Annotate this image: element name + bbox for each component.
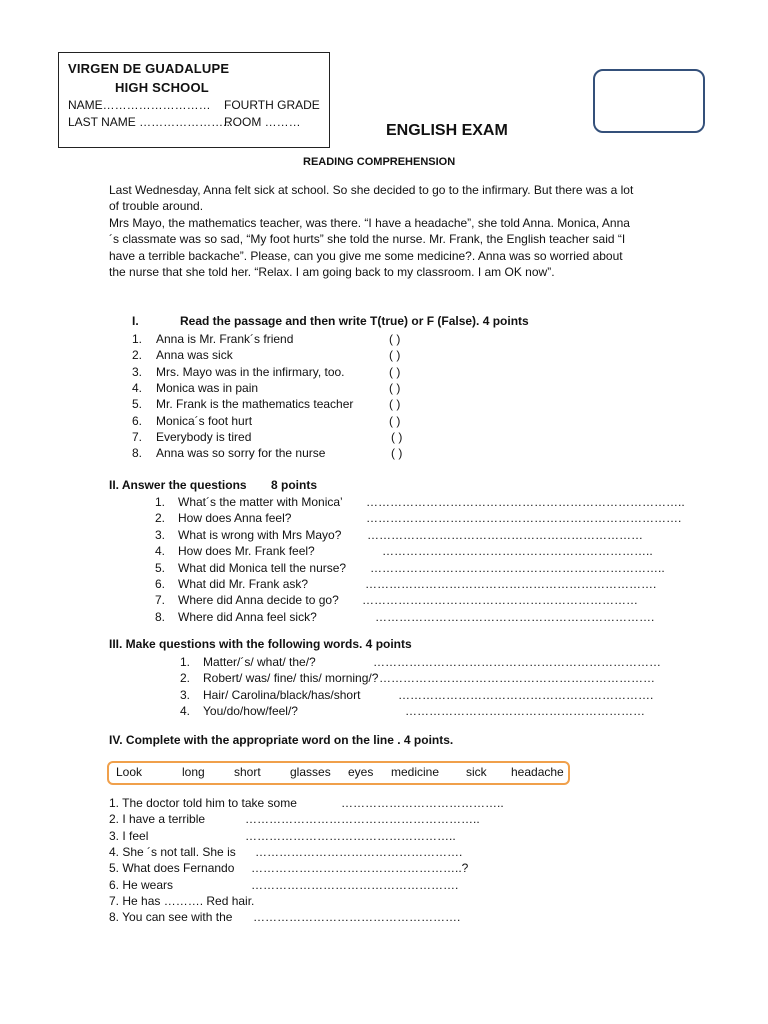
part1-instruction: Read the passage and then write T(true) or F (False). 4 points <box>180 314 529 328</box>
fill-in-line[interactable]: ……………………………………………. <box>253 910 461 925</box>
part2-heading: II. Answer the questions <box>109 478 247 492</box>
make-question-number: 1. <box>180 655 191 669</box>
tf-answer-blank[interactable]: ( ) <box>389 348 401 363</box>
answer-line[interactable]: …………………………………………………… <box>405 704 645 719</box>
question-number: 8. <box>155 609 166 624</box>
school-name-line1: VIRGEN DE GUADALUPE <box>68 61 230 76</box>
answer-line[interactable]: …………………………………………………………… <box>379 671 655 686</box>
question-number: 3. <box>155 527 166 542</box>
tf-item-number: 8. <box>132 446 143 461</box>
sentence-text: 6. He wears <box>109 877 174 892</box>
answer-line[interactable]: ……………………………………………………………. <box>375 609 655 624</box>
tf-item-statement: Mrs. Mayo was in the infirmary, too. <box>156 364 345 379</box>
sentence-text: 4. She ´s not tall. She is <box>109 844 236 859</box>
question-number: 1. <box>155 495 166 509</box>
make-question-words: Robert/ was/ fine/ this/ morning/? <box>203 671 379 686</box>
score-box <box>593 69 705 133</box>
tf-item-number: 7. <box>132 429 143 444</box>
word-bank-word: eyes <box>348 765 374 779</box>
question-text: Where did Anna feel sick? <box>178 609 317 624</box>
make-question-number: 2. <box>180 671 191 686</box>
fill-in-line[interactable]: ………………………………….. <box>341 796 504 810</box>
fill-in-line[interactable]: ……………………………………………..? <box>251 861 469 876</box>
sentence-text: 3. I feel <box>109 828 149 843</box>
question-number: 7. <box>155 593 166 608</box>
sentence-text: 7. He has ………. Red hair. <box>109 893 255 908</box>
sentence-text: 2. I have a terrible <box>109 812 206 827</box>
word-bank-word: medicine <box>391 765 440 779</box>
word-bank-word: short <box>234 765 261 779</box>
section-heading: READING COMPREHENSION <box>303 156 456 168</box>
part3-heading: III. Make questions with the following words. 4 points <box>109 637 412 651</box>
word-bank-word: Look <box>116 765 143 779</box>
tf-item-statement: Anna is Mr. Frank´s friend <box>156 332 294 346</box>
word-bank-word: long <box>182 765 205 779</box>
tf-answer-blank[interactable]: ( ) <box>391 446 403 461</box>
answer-line[interactable]: ………………………………………………………….. <box>382 544 653 559</box>
word-bank-box <box>107 761 570 785</box>
answer-line[interactable]: ……………………………………………………………… <box>373 655 661 669</box>
sentence-text: 1. The doctor told him to take some <box>109 796 297 810</box>
tf-item-statement: Everybody is tired <box>156 429 252 444</box>
passage-paragraph-1: Last Wednesday, Anna felt sick at school. So she decided to go to the infirmary. But there was a lot of trouble around. <box>109 183 634 214</box>
tf-item-statement: Monica was in pain <box>156 380 259 395</box>
answer-line[interactable]: ………………………………………………………………. <box>365 577 657 591</box>
tf-answer-blank[interactable]: ( ) <box>389 397 401 412</box>
tf-answer-blank[interactable]: ( ) <box>389 380 401 395</box>
make-question-number: 4. <box>180 704 191 719</box>
question-number: 6. <box>155 577 166 591</box>
tf-item-statement: Mr. Frank is the mathematics teacher <box>156 397 354 412</box>
question-number: 2. <box>155 511 166 526</box>
question-text: How does Anna feel? <box>178 511 292 526</box>
word-bank-word: glasses <box>290 765 331 779</box>
part4-heading: IV. Complete with the appropriate word on the line . 4 points. <box>109 733 454 747</box>
answer-line[interactable]: ………………………………………………………. <box>398 687 654 702</box>
school-name-line2: HIGH SCHOOL <box>115 80 209 95</box>
room-field-label[interactable]: ROOM ……… <box>224 115 301 129</box>
tf-answer-blank[interactable]: ( ) <box>389 332 401 346</box>
reading-passage <box>109 182 639 280</box>
tf-item-number: 1. <box>132 332 143 346</box>
tf-item-number: 2. <box>132 348 143 363</box>
tf-item-statement: Anna was so sorry for the nurse <box>156 446 326 461</box>
tf-item-number: 4. <box>132 380 143 395</box>
last-name-field-label[interactable]: LAST NAME ………………….. <box>68 115 230 129</box>
tf-answer-blank[interactable]: ( ) <box>389 364 401 379</box>
answer-line[interactable]: …………………………………………………………………….. <box>366 495 685 509</box>
fill-in-line[interactable]: …………………………………………….. <box>245 828 456 843</box>
word-bank-word: sick <box>466 765 487 779</box>
answer-line[interactable]: …………………………………………………………… <box>362 593 638 608</box>
tf-answer-blank[interactable]: ( ) <box>389 413 401 428</box>
name-field-label[interactable]: NAME……………………… <box>68 98 211 112</box>
answer-line[interactable]: …………………………………………………………… <box>367 527 643 542</box>
question-text: What did Monica tell the nurse? <box>178 560 347 575</box>
exam-title: ENGLISH EXAM <box>386 122 508 139</box>
make-question-words: You/do/how/feel/? <box>203 704 298 719</box>
question-text: What is wrong with Mrs Mayo? <box>178 527 342 542</box>
tf-item-number: 6. <box>132 413 143 428</box>
question-text: What´s the matter with Monica’ <box>178 495 343 509</box>
make-question-number: 3. <box>180 687 191 702</box>
passage-paragraph-2: Mrs Mayo, the mathematics teacher, was there. “I have a headache”, she told Anna. Monica, Anna´s classmate was so sad, “My foot hurts” she told the nurse. Mr. Frank, the English teacher said “I have a terrible backache”. Please, can you give me some medicine?. Anna was so worried about the nurse that she told her. “Relax. I am going back to my classroom. I am OK now”. <box>109 215 630 280</box>
word-bank-word: headache <box>511 765 564 779</box>
answer-line[interactable]: ……………………………………………………………………. <box>366 511 682 526</box>
tf-item-statement: Monica´s foot hurt <box>156 413 253 428</box>
tf-item-number: 5. <box>132 397 143 412</box>
tf-answer-blank[interactable]: ( ) <box>391 429 403 444</box>
question-number: 5. <box>155 560 166 575</box>
sentence-text: 5. What does Fernando <box>109 861 235 876</box>
fill-in-line[interactable]: ……………………………………………. <box>255 844 463 859</box>
question-text: Where did Anna decide to go? <box>178 593 339 608</box>
make-question-words: Hair/ Carolina/black/has/short <box>203 687 361 702</box>
sentence-text: 8. You can see with the <box>109 910 233 925</box>
question-number: 4. <box>155 544 166 559</box>
question-text: How does Mr. Frank feel? <box>178 544 315 559</box>
tf-item-number: 3. <box>132 364 143 379</box>
part2-points: 8 points <box>271 478 318 492</box>
make-question-words: Matter/´s/ what/ the/? <box>203 655 316 669</box>
tf-item-statement: Anna was sick <box>156 348 233 363</box>
question-text: What did Mr. Frank ask? <box>178 577 309 591</box>
answer-line[interactable]: ……………………………………………………………….. <box>370 560 665 575</box>
fill-in-line[interactable]: ……………………………………………. <box>251 877 459 892</box>
fill-in-line[interactable]: ………………………………………………….. <box>245 812 480 827</box>
part1-numeral: I. <box>132 314 139 328</box>
grade-label: FOURTH GRADE <box>224 98 320 112</box>
